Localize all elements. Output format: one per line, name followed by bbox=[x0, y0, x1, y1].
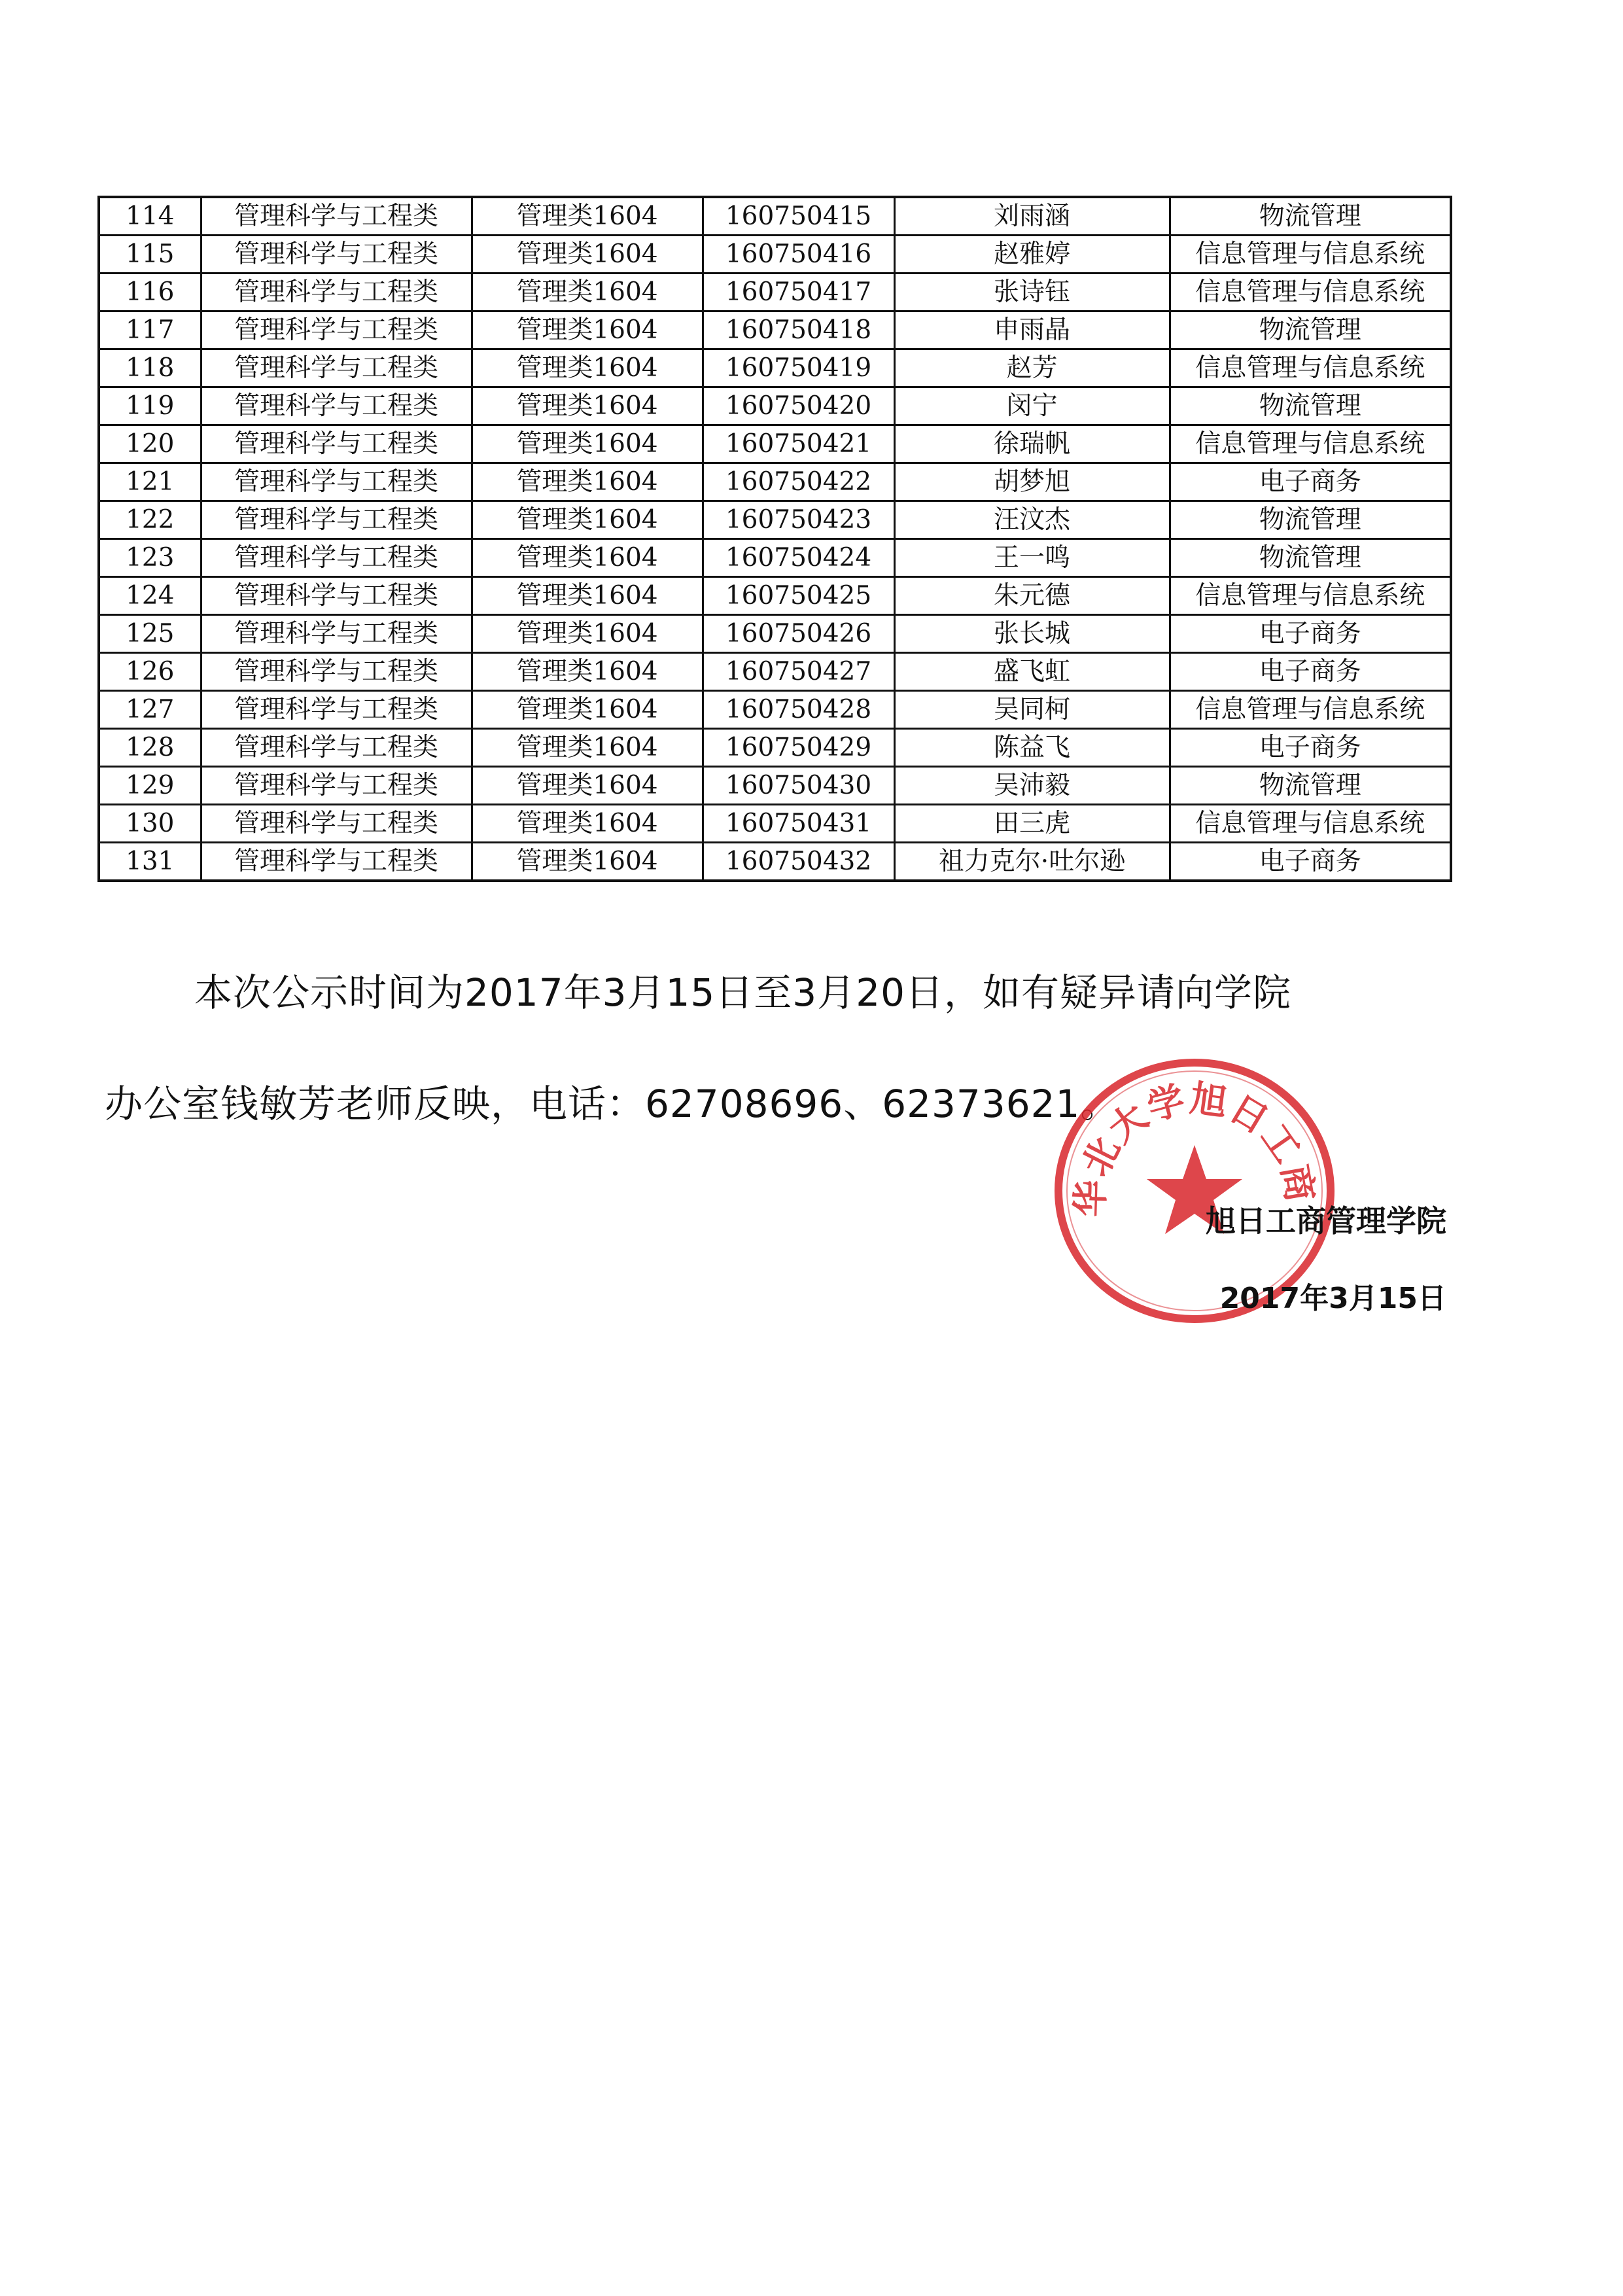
assigned-major-cell: 信息管理与信息系统 bbox=[1170, 274, 1451, 311]
student-name-cell: 张诗钰 bbox=[894, 274, 1170, 311]
student-name-cell: 闵宁 bbox=[894, 387, 1170, 425]
row-number-cell: 121 bbox=[99, 463, 201, 501]
signature-date: 2017年3月15日 bbox=[1219, 1282, 1446, 1315]
row-number-cell: 115 bbox=[99, 236, 201, 274]
class-name-cell: 管理类1604 bbox=[472, 349, 703, 387]
student-id-cell: 160750420 bbox=[703, 387, 894, 425]
student-id-cell: 160750428 bbox=[703, 691, 894, 729]
table-row bbox=[99, 539, 1451, 577]
class-name-cell: 管理类1604 bbox=[472, 425, 703, 463]
student-name-cell: 祖力克尔·吐尔逊 bbox=[894, 843, 1170, 881]
class-name-cell: 管理类1604 bbox=[472, 197, 703, 236]
row-number-cell: 118 bbox=[99, 349, 201, 387]
assigned-major-cell: 电子商务 bbox=[1170, 729, 1451, 767]
table-row bbox=[99, 843, 1451, 881]
row-number-cell: 130 bbox=[99, 805, 201, 843]
student-name-cell: 吴沛毅 bbox=[894, 767, 1170, 805]
student-name-cell: 陈益飞 bbox=[894, 729, 1170, 767]
row-number-cell: 117 bbox=[99, 311, 201, 349]
table-row bbox=[99, 311, 1451, 349]
student-name-cell: 张长城 bbox=[894, 615, 1170, 653]
table-row bbox=[99, 463, 1451, 501]
major-category-cell: 管理科学与工程类 bbox=[201, 311, 472, 349]
row-number-cell: 124 bbox=[99, 577, 201, 615]
table-row bbox=[99, 349, 1451, 387]
class-name-cell: 管理类1604 bbox=[472, 691, 703, 729]
major-category-cell: 管理科学与工程类 bbox=[201, 501, 472, 539]
student-id-cell: 160750417 bbox=[703, 274, 894, 311]
class-name-cell: 管理类1604 bbox=[472, 843, 703, 881]
row-number-cell: 129 bbox=[99, 767, 201, 805]
table-row bbox=[99, 691, 1451, 729]
major-category-cell: 管理科学与工程类 bbox=[201, 463, 472, 501]
row-number-cell: 125 bbox=[99, 615, 201, 653]
major-category-cell: 管理科学与工程类 bbox=[201, 425, 472, 463]
assigned-major-cell: 信息管理与信息系统 bbox=[1170, 425, 1451, 463]
table-row bbox=[99, 653, 1451, 691]
major-category-cell: 管理科学与工程类 bbox=[201, 539, 472, 577]
student-id-cell: 160750421 bbox=[703, 425, 894, 463]
table-row bbox=[99, 615, 1451, 653]
row-number-cell: 119 bbox=[99, 387, 201, 425]
student-id-cell: 160750427 bbox=[703, 653, 894, 691]
table-row bbox=[99, 274, 1451, 311]
table-row bbox=[99, 729, 1451, 767]
row-number-cell: 116 bbox=[99, 274, 201, 311]
table-row bbox=[99, 387, 1451, 425]
student-id-cell: 160750430 bbox=[703, 767, 894, 805]
major-category-cell: 管理科学与工程类 bbox=[201, 349, 472, 387]
class-name-cell: 管理类1604 bbox=[472, 615, 703, 653]
assigned-major-cell: 电子商务 bbox=[1170, 843, 1451, 881]
row-number-cell: 127 bbox=[99, 691, 201, 729]
student-id-cell: 160750415 bbox=[703, 197, 894, 236]
student-name-cell: 盛飞虹 bbox=[894, 653, 1170, 691]
row-number-cell: 128 bbox=[99, 729, 201, 767]
assigned-major-cell: 信息管理与信息系统 bbox=[1170, 349, 1451, 387]
student-name-cell: 刘雨涵 bbox=[894, 197, 1170, 236]
class-name-cell: 管理类1604 bbox=[472, 501, 703, 539]
table-row bbox=[99, 501, 1451, 539]
student-id-cell: 160750429 bbox=[703, 729, 894, 767]
signature-organization: 旭日工商管理学院 bbox=[1206, 1203, 1446, 1239]
row-number-cell: 114 bbox=[99, 197, 201, 236]
major-category-cell: 管理科学与工程类 bbox=[201, 653, 472, 691]
assigned-major-cell: 信息管理与信息系统 bbox=[1170, 805, 1451, 843]
class-name-cell: 管理类1604 bbox=[472, 463, 703, 501]
class-name-cell: 管理类1604 bbox=[472, 387, 703, 425]
student-id-cell: 160750423 bbox=[703, 501, 894, 539]
class-name-cell: 管理类1604 bbox=[472, 729, 703, 767]
table-row bbox=[99, 236, 1451, 274]
assigned-major-cell: 物流管理 bbox=[1170, 539, 1451, 577]
student-name-cell: 徐瑞帆 bbox=[894, 425, 1170, 463]
student-id-cell: 160750432 bbox=[703, 843, 894, 881]
table-row bbox=[99, 805, 1451, 843]
assigned-major-cell: 信息管理与信息系统 bbox=[1170, 691, 1451, 729]
class-name-cell: 管理类1604 bbox=[472, 236, 703, 274]
major-category-cell: 管理科学与工程类 bbox=[201, 197, 472, 236]
student-id-cell: 160750426 bbox=[703, 615, 894, 653]
notice-line-1: 本次公示时间为2017年3月15日至3月20日，如有疑异请向学院 bbox=[194, 970, 1292, 1015]
roster-body bbox=[99, 197, 1451, 881]
student-id-cell: 160750419 bbox=[703, 349, 894, 387]
table-row bbox=[99, 577, 1451, 615]
student-name-cell: 赵雅婷 bbox=[894, 236, 1170, 274]
student-name-cell: 王一鸣 bbox=[894, 539, 1170, 577]
student-name-cell: 申雨晶 bbox=[894, 311, 1170, 349]
seal-text: 华北大学旭日工商 bbox=[1069, 1077, 1321, 1218]
row-number-cell: 122 bbox=[99, 501, 201, 539]
assigned-major-cell: 电子商务 bbox=[1170, 463, 1451, 501]
student-id-cell: 160750425 bbox=[703, 577, 894, 615]
assigned-major-cell: 信息管理与信息系统 bbox=[1170, 577, 1451, 615]
student-roster-table bbox=[97, 196, 1452, 882]
student-id-cell: 160750416 bbox=[703, 236, 894, 274]
major-category-cell: 管理科学与工程类 bbox=[201, 577, 472, 615]
major-category-cell: 管理科学与工程类 bbox=[201, 236, 472, 274]
class-name-cell: 管理类1604 bbox=[472, 767, 703, 805]
notice-line-2: 办公室钱敏芳老师反映，电话：62708696、62373621。 bbox=[105, 1082, 1119, 1126]
assigned-major-cell: 信息管理与信息系统 bbox=[1170, 236, 1451, 274]
student-name-cell: 赵芳 bbox=[894, 349, 1170, 387]
assigned-major-cell: 电子商务 bbox=[1170, 653, 1451, 691]
class-name-cell: 管理类1604 bbox=[472, 311, 703, 349]
major-category-cell: 管理科学与工程类 bbox=[201, 843, 472, 881]
major-category-cell: 管理科学与工程类 bbox=[201, 767, 472, 805]
major-category-cell: 管理科学与工程类 bbox=[201, 274, 472, 311]
row-number-cell: 120 bbox=[99, 425, 201, 463]
student-id-cell: 160750422 bbox=[703, 463, 894, 501]
assigned-major-cell: 物流管理 bbox=[1170, 387, 1451, 425]
class-name-cell: 管理类1604 bbox=[472, 274, 703, 311]
major-category-cell: 管理科学与工程类 bbox=[201, 387, 472, 425]
table-row bbox=[99, 425, 1451, 463]
assigned-major-cell: 物流管理 bbox=[1170, 501, 1451, 539]
row-number-cell: 123 bbox=[99, 539, 201, 577]
student-name-cell: 胡梦旭 bbox=[894, 463, 1170, 501]
assigned-major-cell: 物流管理 bbox=[1170, 767, 1451, 805]
major-category-cell: 管理科学与工程类 bbox=[201, 691, 472, 729]
class-name-cell: 管理类1604 bbox=[472, 577, 703, 615]
major-category-cell: 管理科学与工程类 bbox=[201, 805, 472, 843]
student-name-cell: 朱元德 bbox=[894, 577, 1170, 615]
student-id-cell: 160750424 bbox=[703, 539, 894, 577]
student-name-cell: 吴同柯 bbox=[894, 691, 1170, 729]
assigned-major-cell: 物流管理 bbox=[1170, 311, 1451, 349]
major-category-cell: 管理科学与工程类 bbox=[201, 615, 472, 653]
row-number-cell: 126 bbox=[99, 653, 201, 691]
class-name-cell: 管理类1604 bbox=[472, 653, 703, 691]
table-row bbox=[99, 767, 1451, 805]
major-category-cell: 管理科学与工程类 bbox=[201, 729, 472, 767]
student-id-cell: 160750418 bbox=[703, 311, 894, 349]
assigned-major-cell: 电子商务 bbox=[1170, 615, 1451, 653]
class-name-cell: 管理类1604 bbox=[472, 805, 703, 843]
assigned-major-cell: 物流管理 bbox=[1170, 197, 1451, 236]
table-row bbox=[99, 197, 1451, 236]
student-name-cell: 汪汶杰 bbox=[894, 501, 1170, 539]
row-number-cell: 131 bbox=[99, 843, 201, 881]
student-name-cell: 田三虎 bbox=[894, 805, 1170, 843]
student-id-cell: 160750431 bbox=[703, 805, 894, 843]
class-name-cell: 管理类1604 bbox=[472, 539, 703, 577]
